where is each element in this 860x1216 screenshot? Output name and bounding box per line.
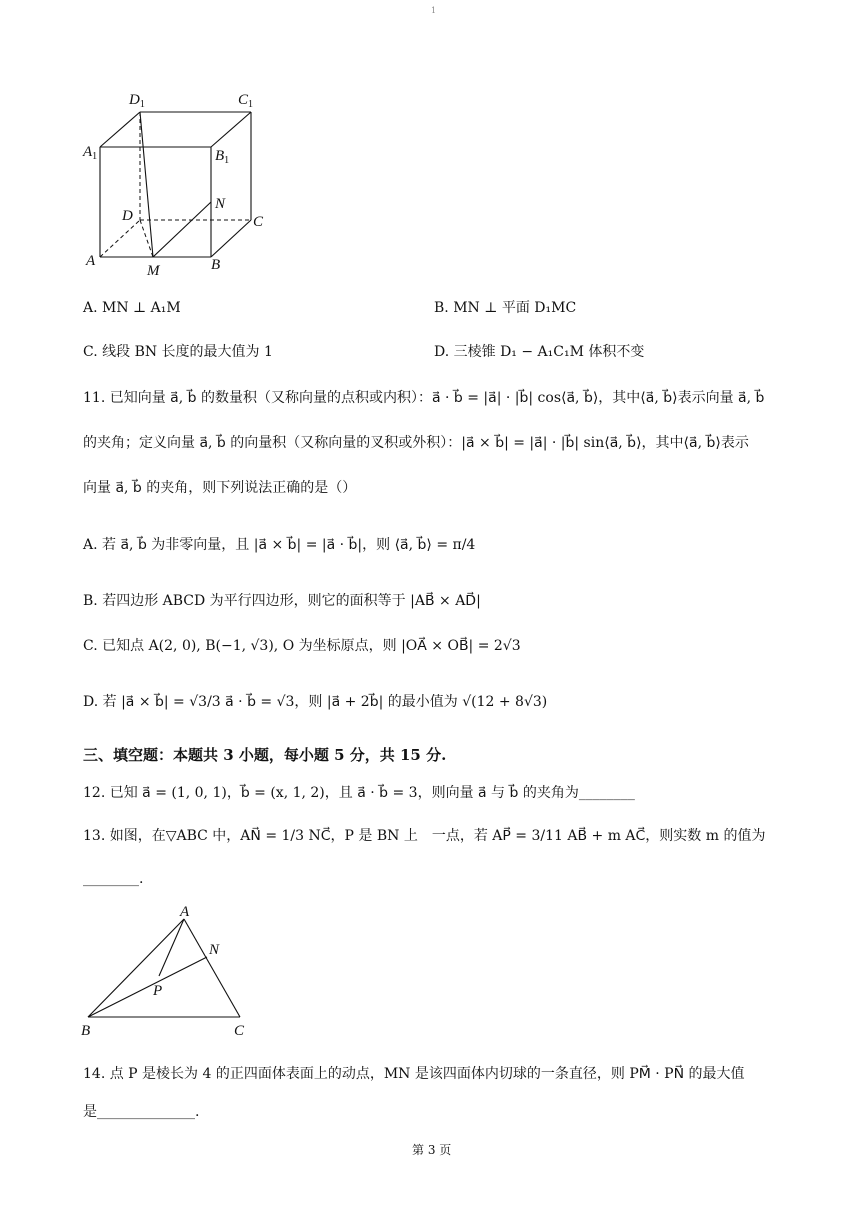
label-N: N <box>209 942 220 958</box>
q10-option-b: B. MN ⊥ 平面 D₁MC <box>434 300 577 316</box>
label-D: D <box>122 208 133 224</box>
q11-line-3: 向量 a⃗, b⃗ 的夹角，则下列说法正确的是（） <box>83 480 357 496</box>
page-footer: 第 3 页 <box>412 1143 452 1157</box>
label-N: N <box>215 196 226 212</box>
q11-line-1: 11. 已知向量 a⃗, b⃗ 的数量积（又称向量的点积或内积）：a⃗ · b⃗ = |a⃗| · |b⃗| cos⟨a⃗, b⃗⟩，其中⟨a⃗, b⃗⟩表示向量 a⃗, b⃗ <box>83 390 765 406</box>
top-mark: 1 <box>431 6 437 15</box>
label-B: B <box>81 1023 91 1039</box>
label-C: C <box>253 214 264 230</box>
cube-figure <box>80 86 280 282</box>
label-C: C <box>234 1023 245 1039</box>
q13-line-1: 13. 如图，在▽ABC 中，AN⃗ = 1/3 NC⃗，P 是 BN 上 一点，若 AP⃗ = 3/11 AB⃗ + m AC⃗，则实数 m 的值为 <box>83 828 766 844</box>
section-header: 三、填空题：本题共 3 小题，每小题 5 分，共 15 分. <box>83 746 447 764</box>
label-C1: $C_1$ <box>238 92 254 110</box>
q11-option-d: D. 若 |a⃗ × b⃗| = √3/3 a⃗ · b⃗ = √3，则 |a⃗ + 2b⃗| 的最小值为 √(12 + 8√3) <box>83 694 548 710</box>
triangle-figure <box>76 900 256 1044</box>
q10-option-c: C. 线段 BN 长度的最大值为 1 <box>83 344 273 360</box>
label-B: B <box>211 257 221 273</box>
q13-line-2: ________. <box>83 871 144 887</box>
q11-option-c: C. 已知点 A(2, 0), B(−1, √3), O 为坐标原点，则 |OA⃗ × OB⃗| = 2√3 <box>83 638 521 654</box>
q12-text: 12. 已知 a⃗ = (1, 0, 1)，b⃗ = (x, 1, 2)，且 a⃗ · b⃗ = 3，则向量 a⃗ 与 b⃗ 的夹角为________ <box>83 785 635 801</box>
label-A: A <box>86 253 96 269</box>
label-D1: $D_1$ <box>129 92 145 110</box>
q11-option-a: A. 若 a⃗, b⃗ 为非零向量，且 |a⃗ × b⃗| = |a⃗ · b⃗|，则 ⟨a⃗, b⃗⟩ = π/4 <box>83 537 476 553</box>
label-A: A <box>180 904 190 920</box>
q11-line-2: 的夹角；定义向量 a⃗, b⃗ 的向量积（又称向量的叉积或外积）：|a⃗ × b⃗| = |a⃗| · |b⃗| sin⟨a⃗, b⃗⟩，其中⟨a⃗, b⃗⟩表示 <box>83 435 749 451</box>
label-P: P <box>153 983 163 999</box>
q10-option-d: D. 三棱锥 D₁ − A₁C₁M 体积不变 <box>434 344 645 360</box>
q14-line-1: 14. 点 P 是棱长为 4 的正四面体表面上的动点，MN 是该四面体内切球的一条直径，则 PM⃗ · PN⃗ 的最大值 <box>83 1066 745 1082</box>
label-M: M <box>147 263 160 279</box>
label-B1: $B_1$ <box>215 148 230 166</box>
label-A1: $A_1$ <box>83 144 98 162</box>
q10-option-a: A. MN ⊥ A₁M <box>83 300 181 316</box>
q14-line-2: 是______________. <box>83 1104 200 1120</box>
q11-option-b: B. 若四边形 ABCD 为平行四边形，则它的面积等于 |AB⃗ × AD⃗| <box>83 593 481 609</box>
